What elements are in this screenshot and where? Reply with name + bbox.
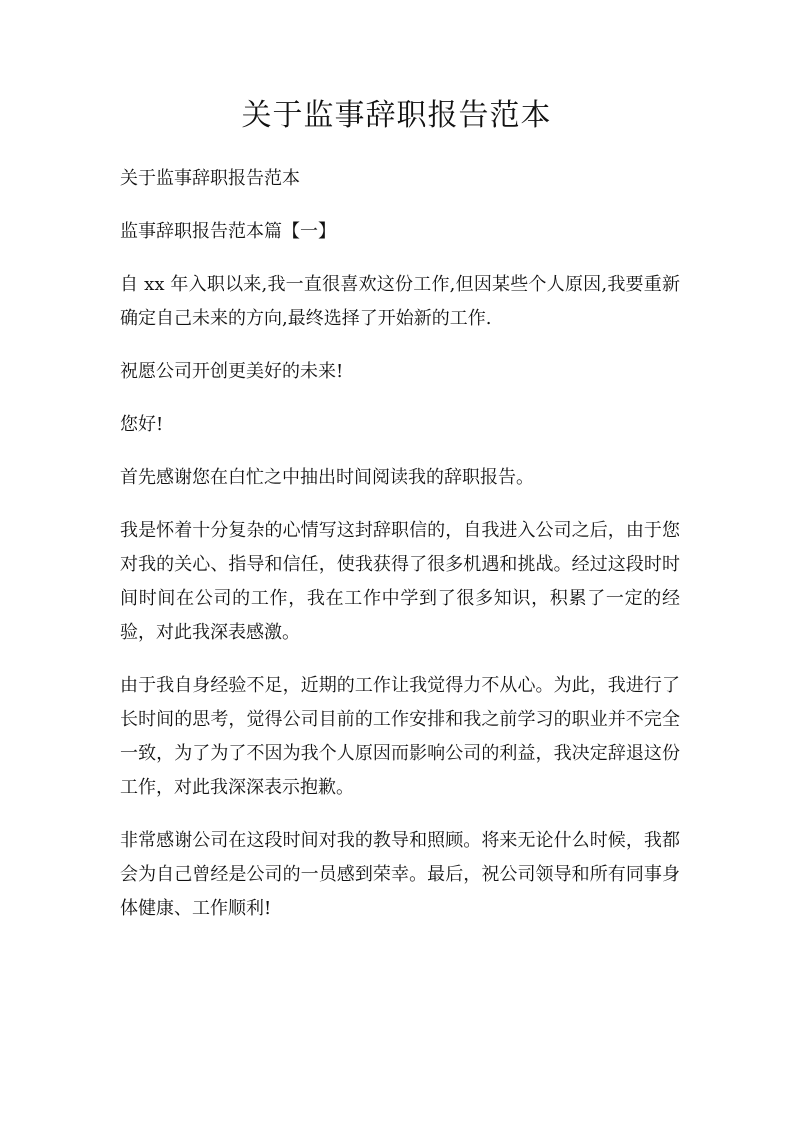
body-paragraph: 祝愿公司开创更美好的未来! [120,361,344,382]
document-title: 关于监事辞职报告范本 [241,98,552,133]
closing-paragraph: 非常感谢公司在这段时间对我的教导和照顾。将来无论什么时候，我都会为自己曾经是公司的一员感到荣幸。最后，祝公司领导和所有同事身体健康、工作顺利! [120,830,680,919]
document-body [120,162,680,945]
body-paragraph: 我是怀着十分复杂的心情写这封辞职信的，自我进入公司之后，由于您对我的关心、指导和信任，使我获得了很多机遇和挑战。经过这段时时间时间在公司的工作，我在工作中学到了很多知识，积累了一定的经验，对此我深表感激。 [120,520,680,643]
greeting-paragraph: 您好! [120,414,164,435]
subtitle-paragraph: 关于监事辞职报告范本 [120,168,300,189]
section-heading: 监事辞职报告范本篇【一】 [120,221,336,242]
body-paragraph: 自 xx 年入职以来,我一直很喜欢这份工作,但因某些个人原因,我要重新确定自己未来的方向,最终选择了开始新的工作. [120,274,680,329]
body-paragraph: 由于我自身经验不足，近期的工作让我觉得力不从心。为此，我进行了长时间的思考，觉得公司目前的工作安排和我之前学习的职业并不完全一致，为了为了不因为我个人原因而影响公司的利益，我决定辞退这份工作，对此我深深表示抱歉。 [120,675,680,798]
body-paragraph: 首先感谢您在白忙之中抽出时间阅读我的辞职报告。 [120,467,534,488]
